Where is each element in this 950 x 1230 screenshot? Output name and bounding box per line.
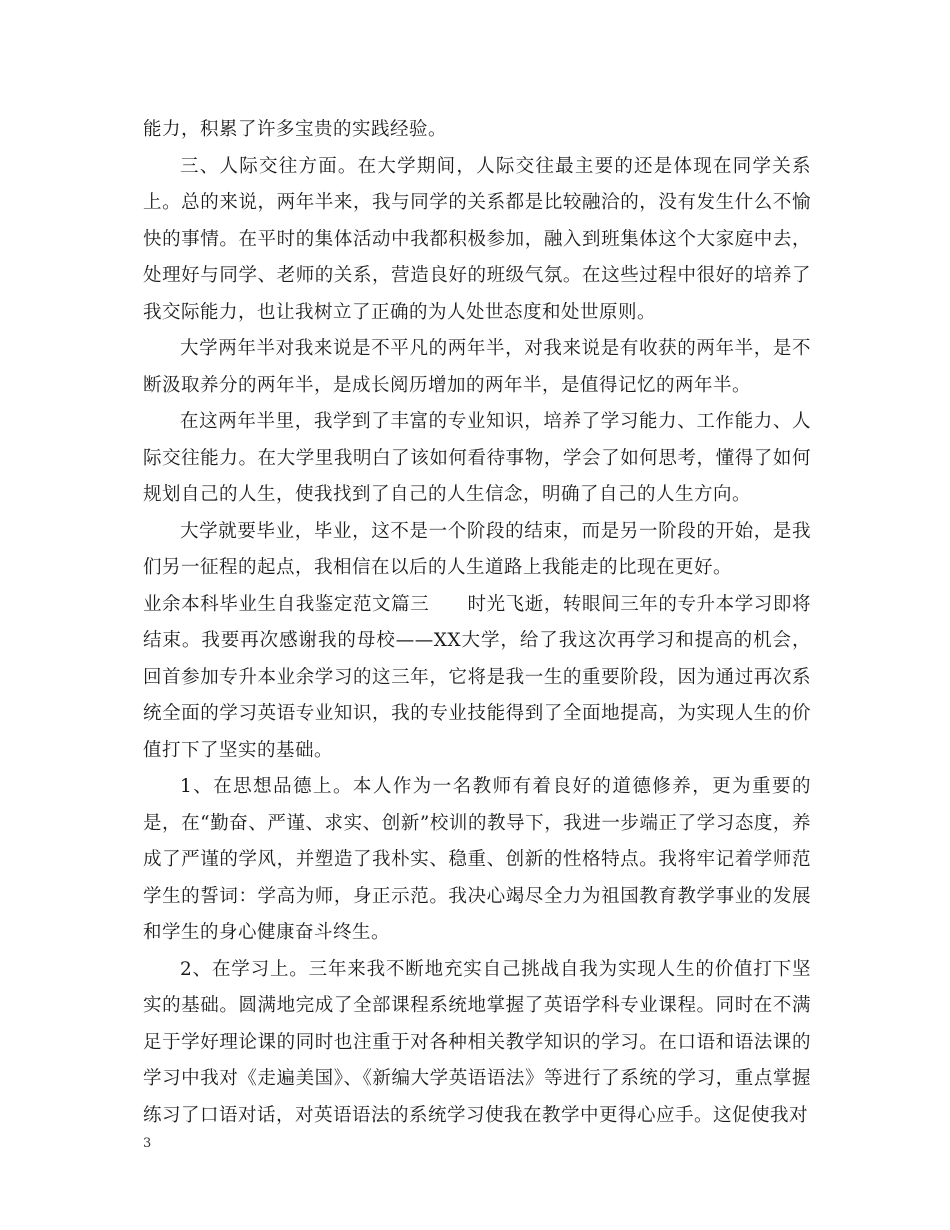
paragraph: 大学两年半对我来说是不平凡的两年半，对我来说是有收获的两年半，是不断汲取养分的两年半，是成长阅历增加的两年半，是值得记忆的两年半。 [143,338,811,396]
paragraph: 三、人际交往方面。在大学期间，人际交往最主要的还是体现在同学关系上。总的来说，两年半来，我与同学的关系都是比较融洽的，没有发生什么不愉快的事情。在平时的集体活动中我都积极参加，融入到班集体这个大家庭中去，处理好与同学、老师的关系，营造良好的班级气氛。在这些过程中很好的培养了我交际能力，也让我树立了正确的为人处世态度和处世原则。 [143,155,811,323]
paragraph: 2、在学习上。三年来我不断地充实自己挑战自我为实现人生的价值打下坚实的基础。圆满地完成了全部课程系统地掌握了英语学科专业课程。同时在不满足于学好理论课的同时也注重于对各种相关教学知识的学习。在口语和语法课的学习中我对《走遍美国》、《新编大学英语语法》等进行了系统的学习，重点掌握练习了口语对话，对英语语法的系统学习使我在教学中更得心应手。这促使我对 [143,958,811,1126]
paragraph: 1、在思想品德上。本人作为一名教师有着良好的道德修养，更为重要的是，在“勤奋、严谨、求实、创新”校训的教导下，我进一步端正了学习态度，养成了严谨的学风，并塑造了我朴实、稳重、创新的性格特点。我将牢记着学师范学生的誓词：学高为师，身正示范。我决心竭尽全力为祖国教育教学事业的发展和学生的身心健康奋斗终生。 [143,776,811,943]
paragraph: 能力，积累了许多宝贵的实践经验。 [143,119,448,140]
page-number: 3 [143,1136,152,1151]
paragraph: 在这两年半里，我学到了丰富的专业知识，培养了学习能力、工作能力、人际交往能力。在大学里我明白了该如何看待事物，学会了如何思考，懂得了如何规划自己的人生，使我找到了自己的人生信念，明确了自己的人生方向。 [143,411,811,505]
document-body [143,112,811,1134]
paragraph: 大学就要毕业，毕业，这不是一个阶段的结束，而是另一阶段的开始，是我们另一征程的起点，我相信在以后的人生道路上我能走的比现在更好。 [143,520,811,578]
paragraph-section-heading: 业余本科毕业生自我鉴定范文篇三 时光飞逝，转眼间三年的专升本学习即将结束。我要再次感谢我的母校——XX大学，给了我这次再学习和提高的机会，回首参加专升本业余学习的这三年，它将是我一生的重要阶段，因为通过再次系统全面的学习英语专业知识，我的专业技能得到了全面地提高，为实现人生的价值打下了坚实的基础。 [143,593,811,761]
